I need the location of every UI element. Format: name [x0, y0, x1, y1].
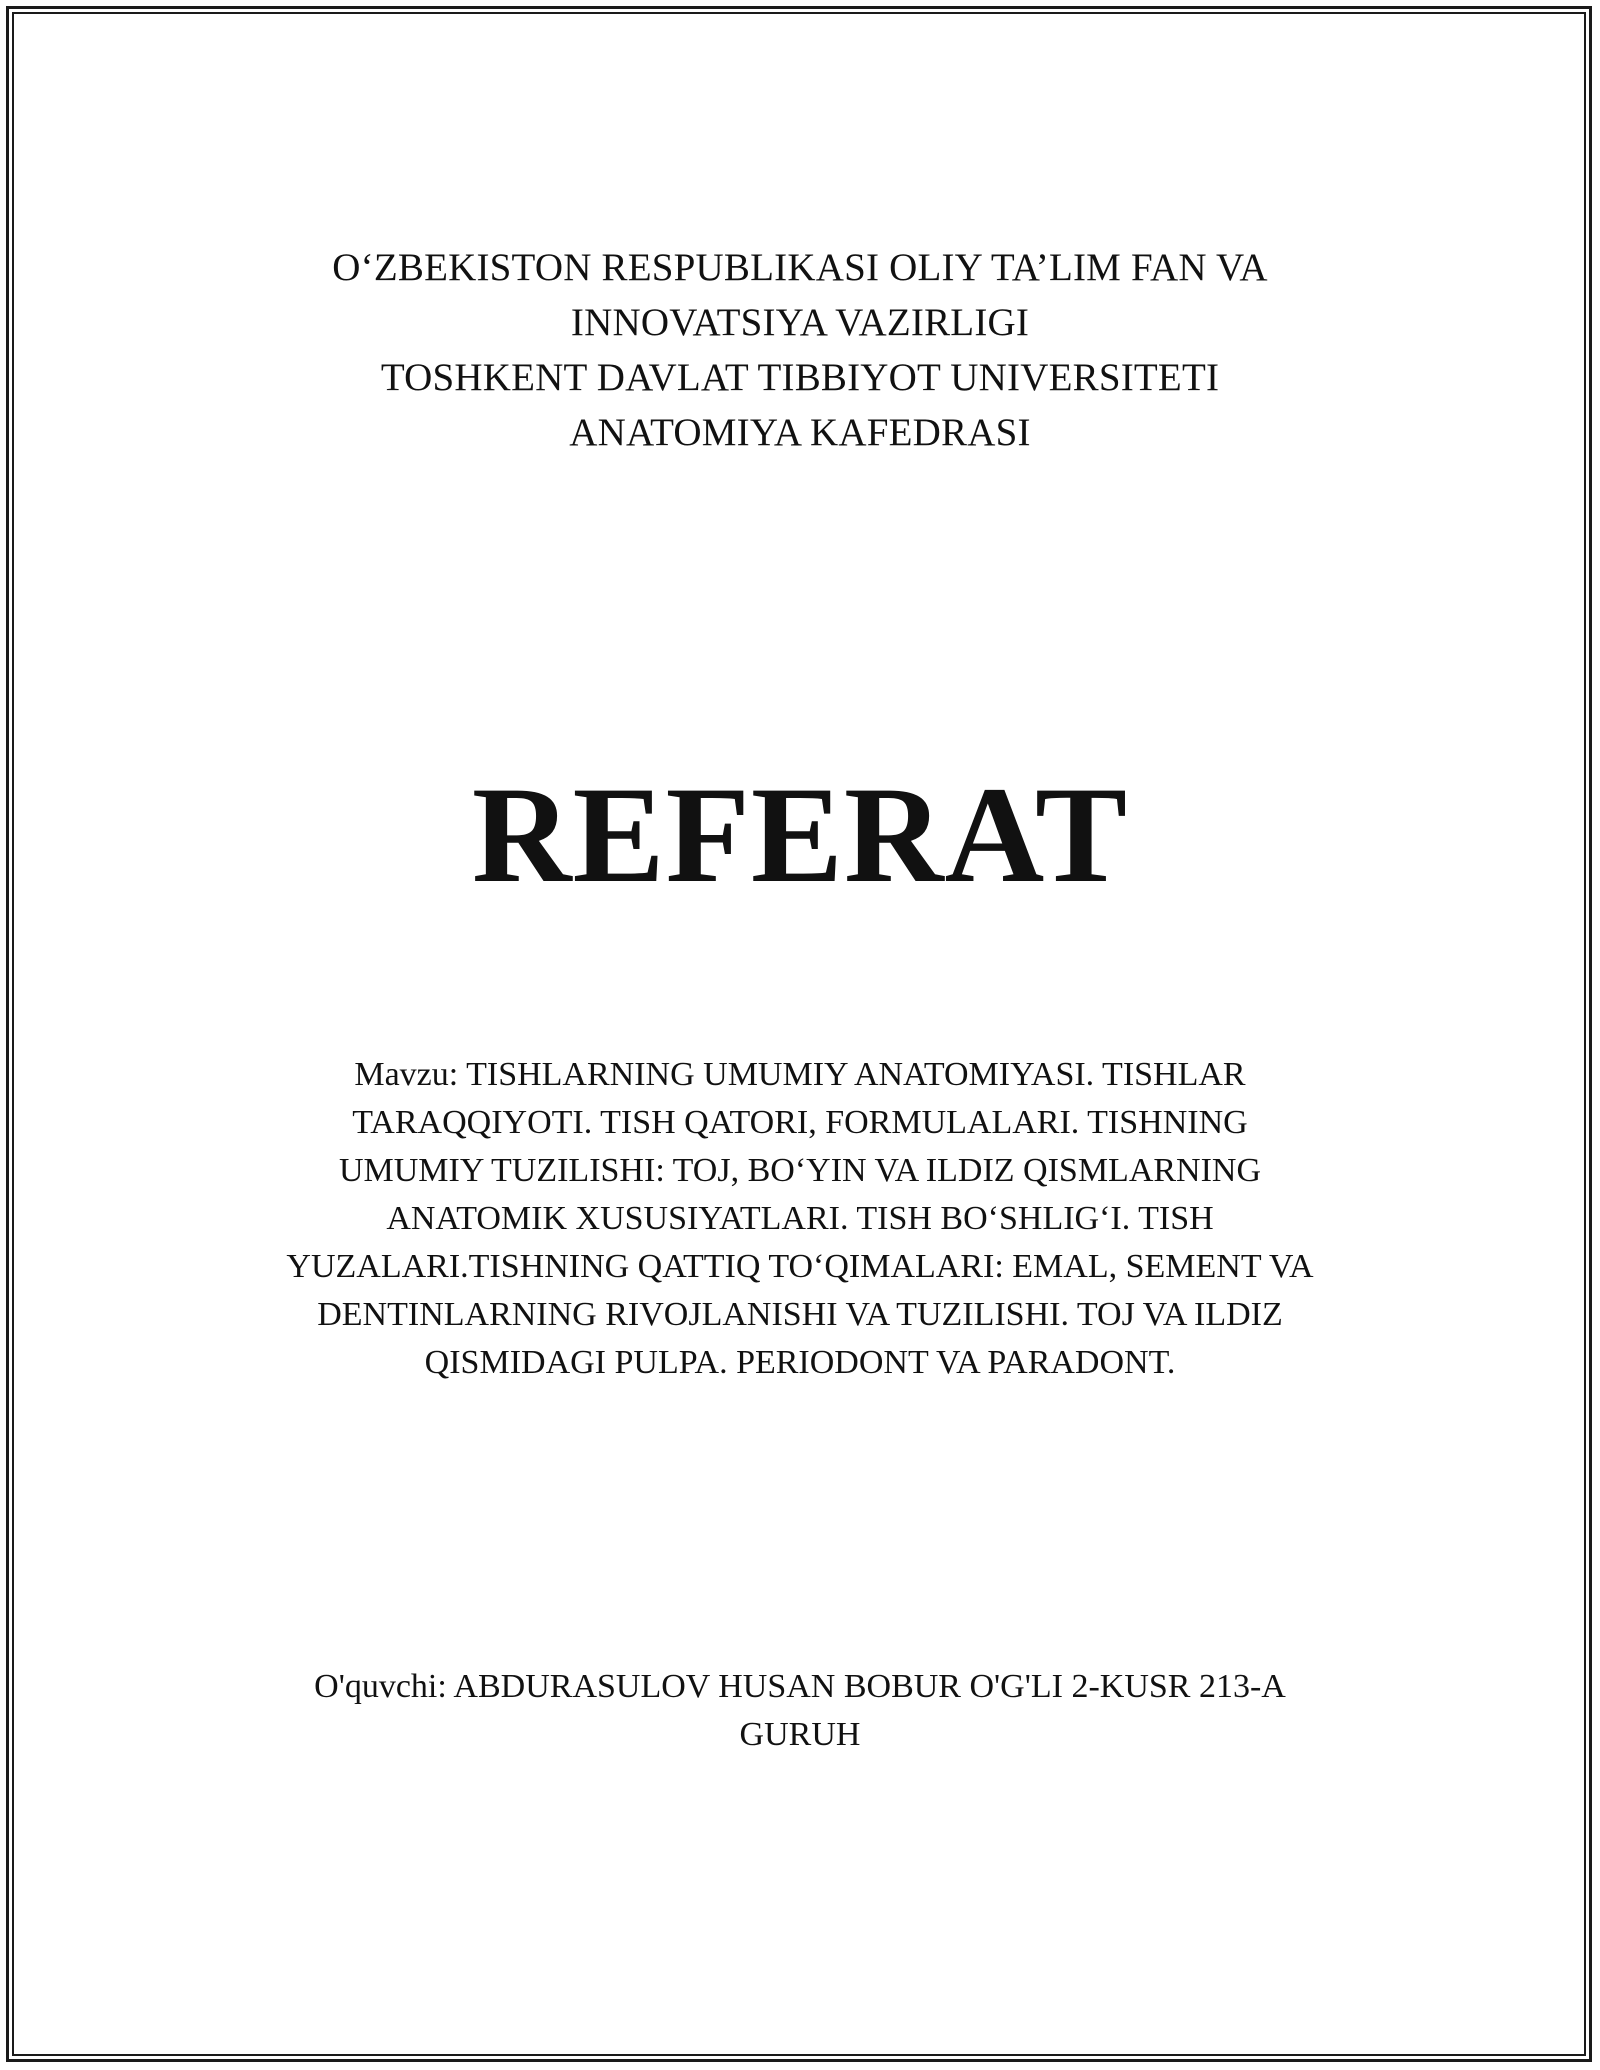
- title-section: [0, 755, 1600, 915]
- ministry-header: [0, 240, 1600, 460]
- topic-line: YUZALARI.TISHNING QATTIQ TO‘QIMALARI: EMAL, SEMENT VA: [286, 1248, 1314, 1285]
- topic-section: [0, 1051, 1600, 1387]
- topic-line: QISMIDAGI PULPA. PERIODONT VA PARADONT.: [424, 1344, 1176, 1381]
- topic-line: DENTINLARNING RIVOJLANISHI VA TUZILISHI. TOJ VA ILDIZ: [317, 1296, 1283, 1333]
- author-line-group: GURUH: [739, 1716, 861, 1753]
- header-line-department: ANATOMIYA KAFEDRASI: [569, 411, 1031, 454]
- document-title: REFERAT: [471, 758, 1129, 911]
- header-line-ministry-cont: INNOVATSIYA VAZIRLIGI: [570, 301, 1030, 344]
- topic-line: UMUMIY TUZILISHI: TOJ, BO‘YIN VA ILDIZ QISMLARNING: [338, 1152, 1262, 1189]
- author-line-student: O'quvchi: ABDURASULOV HUSAN BOBUR O'G'LI 2-KUSR 213-A: [314, 1668, 1286, 1705]
- author-section: [0, 1663, 1600, 1759]
- topic-line: ANATOMIK XUSUSIYATLARI. TISH BO‘SHLIG‘I. TISH: [386, 1200, 1214, 1237]
- topic-line: Mavzu: TISHLARNING UMUMIY ANATOMIYASI. TISHLAR: [354, 1056, 1246, 1093]
- topic-line: TARAQQIYOTI. TISH QATORI, FORMULALARI. TISHNING: [352, 1104, 1248, 1141]
- header-line-university: TOSHKENT DAVLAT TIBBIYOT UNIVERSITETI: [380, 356, 1220, 399]
- header-line-ministry: O‘ZBEKISTON RESPUBLIKASI OLIY TA’LIM FAN VA: [332, 246, 1268, 289]
